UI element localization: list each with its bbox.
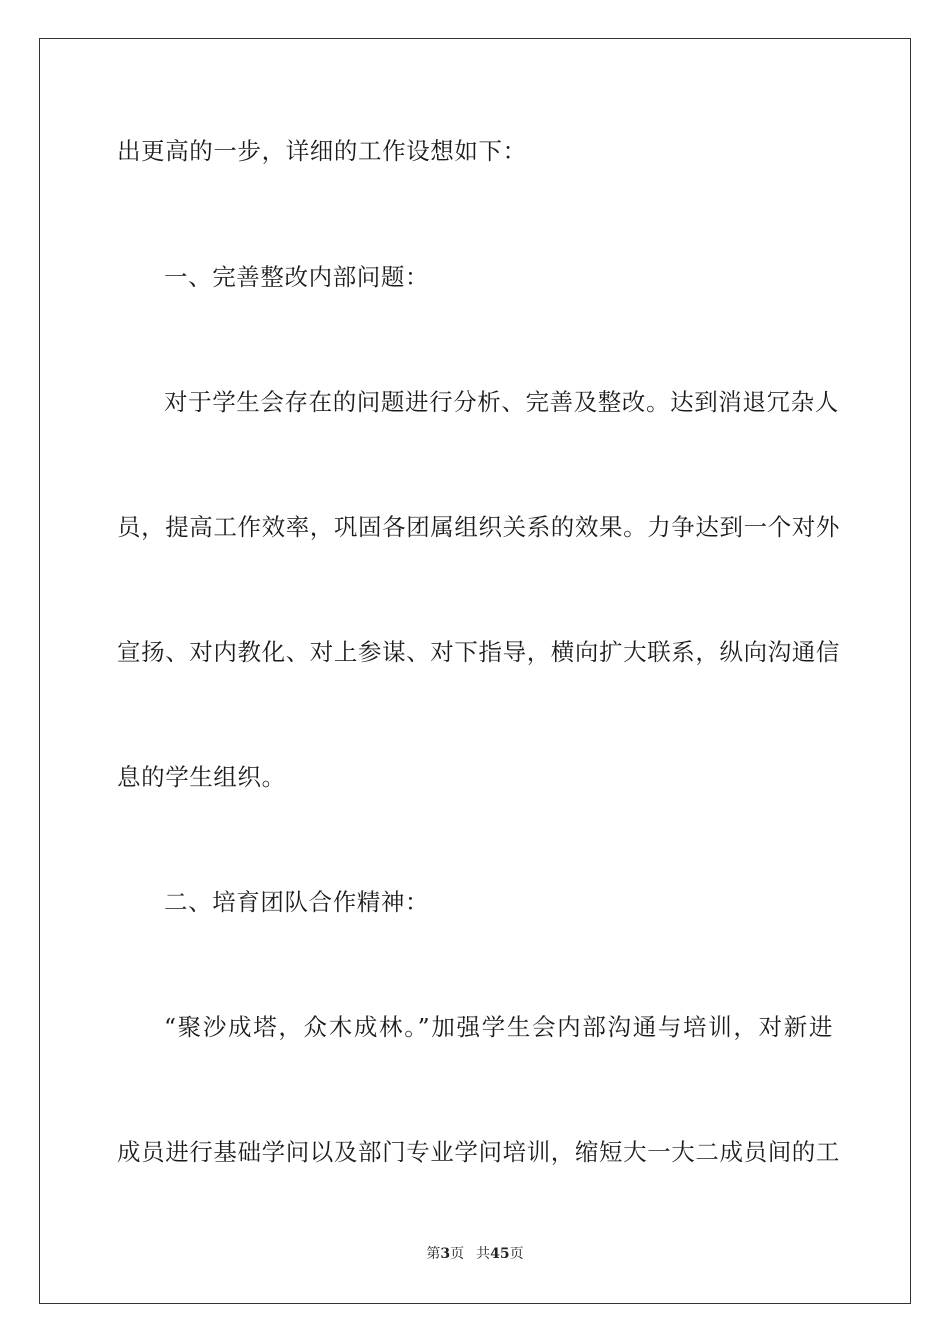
paragraph-line: 成员进行基础学问以及部门专业学问培训，缩短大一大二成员间的工	[117, 1138, 840, 1166]
total-prefix: 共	[476, 1246, 491, 1262]
paragraph-line: 对于学生会存在的问题进行分析、完善及整改。达到消退冗杂人	[164, 388, 839, 416]
paragraph-line: 宣扬、对内教化、对上参谋、对下指导，横向扩大联系，纵向沟通信	[117, 638, 840, 666]
paragraph-line: 员，提高工作效率，巩固各团属组织关系的效果。力争达到一个对外	[117, 513, 840, 541]
page-footer	[0, 1245, 950, 1263]
paragraph-line: “聚沙成塔，众木成林。”加强学生会内部沟通与培训，对新进	[164, 1013, 833, 1041]
page-suffix: 页	[450, 1246, 465, 1262]
text-line-continuation: 出更高的一步，详细的工作设想如下：	[117, 137, 527, 165]
section-heading-2: 二、培育团队合作精神：	[164, 888, 430, 916]
paragraph-line: 息的学生组织。	[117, 763, 286, 791]
total-page-count: 45	[490, 1246, 510, 1262]
section-heading-1: 一、完善整改内部问题：	[164, 263, 430, 291]
current-page-number: 3	[440, 1246, 451, 1262]
page-prefix: 第	[426, 1246, 441, 1262]
page-frame	[39, 38, 911, 1304]
total-suffix: 页	[509, 1246, 524, 1262]
